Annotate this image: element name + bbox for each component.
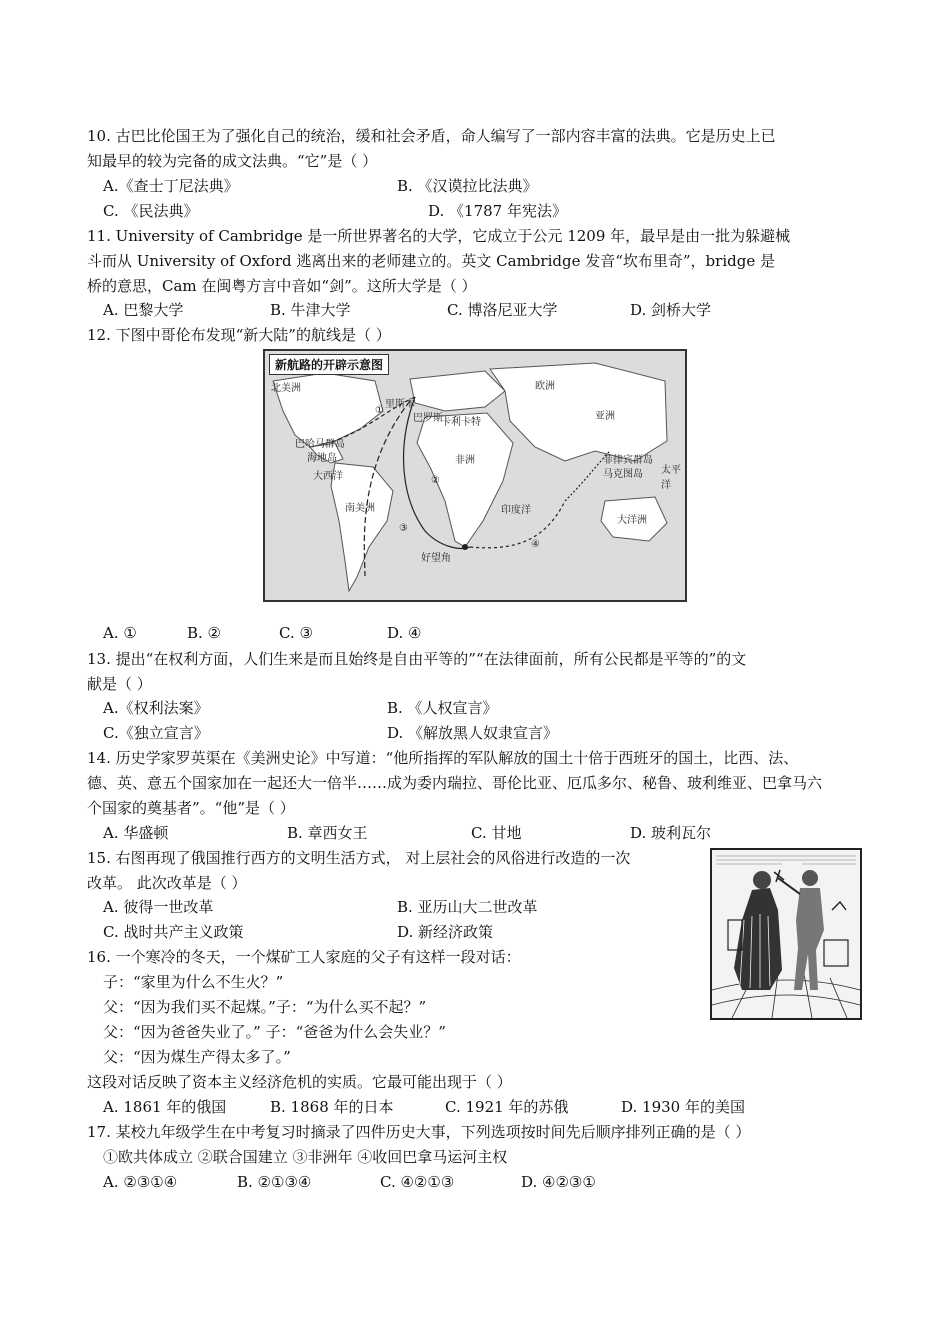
label-indian-ocean: 印度洋 <box>501 505 531 516</box>
q15-option-b: B. 亚历山大二世改革 <box>397 898 538 916</box>
q15-option-c: C. 战时共产主义政策 <box>103 923 244 941</box>
label-asia: 亚洲 <box>595 411 615 422</box>
label-north-america: 北美洲 <box>271 383 301 394</box>
q15-stem-line2: 改革。 此次改革是（ ） <box>87 874 247 892</box>
q13-option-a: A.《权利法案》 <box>103 699 209 717</box>
q14-stem-line1: 14. 历史学家罗英渠在《美洲史论》中写道：“他所指挥的军队解放的国土十倍于西班牙的国土，比西、法、 <box>87 749 799 767</box>
q15-stem-line1: 15. 右图再现了俄国推行西方的文明生活方式， 对上层社会的风俗进行改造的一次 <box>87 849 631 867</box>
q17-events: ①欧共体成立 ②联合国建立 ③非洲年 ④收回巴拿马运河主权 <box>103 1148 508 1166</box>
q16-dialogue-1: 子：“家里为什么不生火？” <box>103 973 284 991</box>
q10-stem-line2: 知最早的较为完备的成文法典。“它”是（ ） <box>87 152 378 170</box>
woodcut-graphic <box>712 850 860 1018</box>
q12-option-b: B. ② <box>187 624 222 642</box>
label-europe: 欧洲 <box>535 381 555 392</box>
q14-option-b: B. 章西女王 <box>287 824 368 842</box>
q10-option-d: D. 《1787 年宪法》 <box>428 202 567 220</box>
map-title: 新航路的开辟示意图 <box>269 354 389 375</box>
q10-option-a: A.《查士丁尼法典》 <box>103 177 239 195</box>
label-calicut: 卡利卡特 <box>441 417 481 428</box>
q11-option-d: D. 剑桥大学 <box>630 301 712 319</box>
q10-option-c: C. 《民法典》 <box>103 202 199 220</box>
q15-option-d: D. 新经济政策 <box>397 923 494 941</box>
q16-option-a: A. 1861 年的俄国 <box>103 1098 227 1116</box>
q16-stem-line2: 这段对话反映了资本主义经济危机的实质。它最可能出现于（ ） <box>87 1073 512 1091</box>
q11-option-c: C. 博洛尼亚大学 <box>447 301 558 319</box>
route-2-marker: ② <box>431 475 440 486</box>
q11-stem-line2: 斗而从 University of Oxford 逃离出来的老师建立的。英文 Cambridge 发音“坎布里奇”，bridge 是 <box>87 252 775 270</box>
q16-dialogue-3: 父：“因为爸爸失业了。” 子：“爸爸为什么会失业？” <box>103 1023 446 1041</box>
q14-option-a: A. 华盛顿 <box>103 824 169 842</box>
label-lisbon: 里斯本 <box>385 399 415 410</box>
q17-option-c: C. ④②①③ <box>380 1173 455 1191</box>
label-atlantic: 大西洋 <box>313 471 343 482</box>
q17-stem-line1: 17. 某校九年级学生在中考复习时摘录了四件历史大事，下列选项按时间先后顺序排列正确的是（ ） <box>87 1123 751 1141</box>
q11-stem-line1: 11. University of Cambridge 是一所世界著名的大学，它成立于公元 1209 年，最早是由一批为躲避械 <box>87 227 791 245</box>
q16-stem-line1: 16. 一个寒冷的冬天，一个煤矿工人家庭的父子有这样一段对话： <box>87 948 521 966</box>
q16-option-c: C. 1921 年的苏俄 <box>445 1098 569 1116</box>
route-3-marker: ③ <box>399 523 408 534</box>
q13-option-d: D. 《解放黑人奴隶宣言》 <box>387 724 559 742</box>
q14-option-d: D. 玻利瓦尔 <box>630 824 712 842</box>
label-haiti: 海地岛 <box>307 453 337 464</box>
q12-option-d: D. ④ <box>387 624 422 642</box>
q16-option-b: B. 1868 年的日本 <box>270 1098 394 1116</box>
q11-stem-line3: 桥的意思，Cam 在闽粤方言中音如“剑”。这所大学是（ ） <box>87 277 477 295</box>
q11-option-a: A. 巴黎大学 <box>103 301 184 319</box>
q12-option-c: C. ③ <box>279 624 313 642</box>
label-palos: 巴罗斯 <box>413 413 443 424</box>
q14-stem-line3: 个国家的奠基者”。“他”是（ ） <box>87 799 295 817</box>
q16-dialogue-2: 父：“因为我们买不起煤。”子：“为什么买不起？” <box>103 998 427 1016</box>
label-south-america: 南美洲 <box>345 503 375 514</box>
route-1-marker: ① <box>375 405 384 416</box>
q13-option-c: C.《独立宣言》 <box>103 724 209 742</box>
q11-option-b: B. 牛津大学 <box>270 301 351 319</box>
beard-cutting-woodcut-image <box>710 848 862 1020</box>
q13-stem-line2: 献是（ ） <box>87 675 152 693</box>
q17-option-a: A. ②③①④ <box>103 1173 178 1191</box>
label-bahamas: 巴哈马群岛 <box>295 439 345 450</box>
q13-option-b: B. 《人权宣言》 <box>387 699 498 717</box>
q13-stem-line1: 13. 提出“在权利方面，人们生来是而且始终是自由平等的”“在法律面前，所有公民都是平等的”的文 <box>87 650 747 668</box>
route-4-marker: ④ <box>531 539 540 550</box>
q14-option-c: C. 甘地 <box>471 824 522 842</box>
label-moluccas: 马克图岛 <box>603 469 643 480</box>
q17-option-d: D. ④②③① <box>521 1173 596 1191</box>
label-cape-of-good-hope: 好望角 <box>421 553 451 564</box>
q10-option-b: B. 《汉谟拉比法典》 <box>397 177 538 195</box>
q16-dialogue-4: 父：“因为煤生产得太多了。” <box>103 1048 291 1066</box>
label-pacific: 太平洋 <box>661 465 681 491</box>
label-africa: 非洲 <box>455 455 475 466</box>
q10-stem-line1: 10. 古巴比伦国王为了强化自己的统治，缓和社会矛盾，命人编写了一部内容丰富的法典。它是历史上已 <box>87 127 776 145</box>
label-philippines: 菲律宾群岛 <box>603 455 653 466</box>
q15-option-a: A. 彼得一世改革 <box>103 898 214 916</box>
new-routes-map <box>263 349 687 602</box>
q17-option-b: B. ②①③④ <box>237 1173 312 1191</box>
q14-stem-line2: 德、英、意五个国家加在一起还大一倍半……成为委内瑞拉、哥伦比亚、厄瓜多尔、秘鲁、玻利维亚、巴拿马六 <box>87 774 823 792</box>
q12-stem-line1: 12. 下图中哥伦布发现“新大陆”的航线是（ ） <box>87 326 391 344</box>
label-oceania: 大洋洲 <box>617 515 647 526</box>
q16-option-d: D. 1930 年的美国 <box>621 1098 745 1116</box>
q12-option-a: A. ① <box>103 624 137 642</box>
